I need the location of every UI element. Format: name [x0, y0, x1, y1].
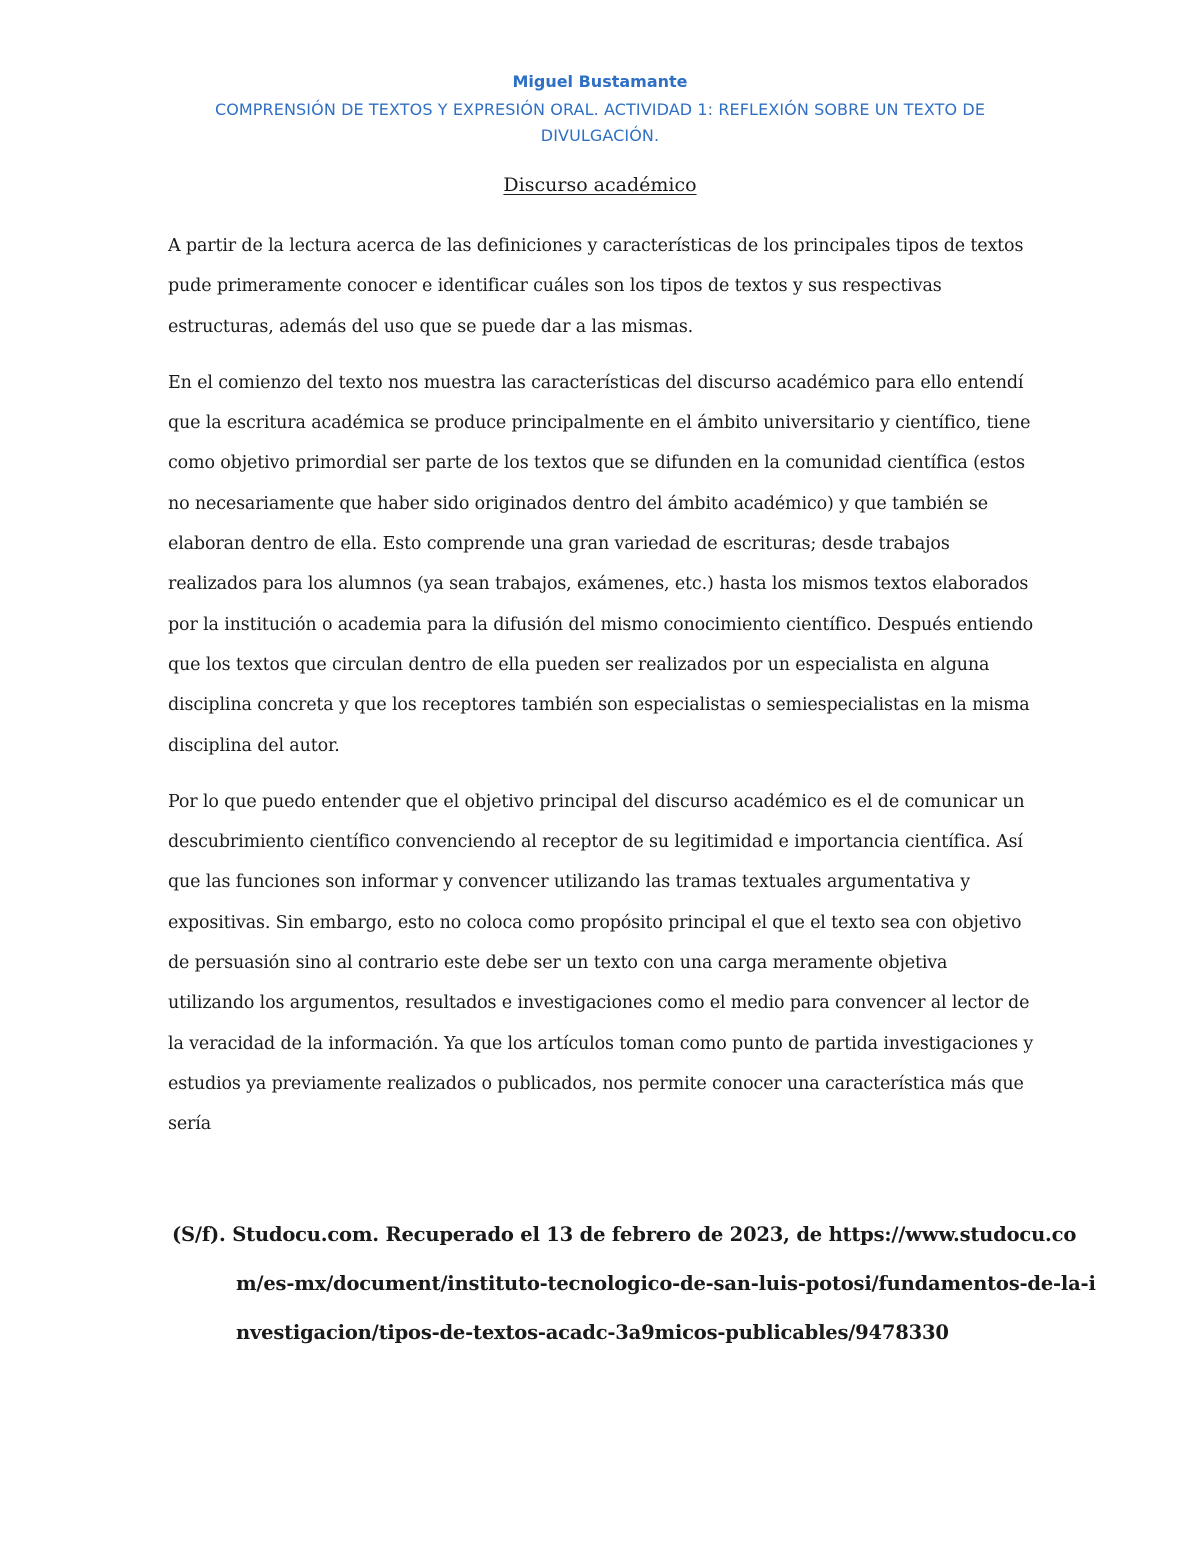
reference-url[interactable]: https://www.studocu.com/es-mx/document/instituto-tecnologico-de-san-luis-potosi/fundamentos-de-la-investigacion/tipos-de-textos-acadc-3a9micos-publicables/9478330 — [236, 1223, 1096, 1344]
reference-entry — [172, 1210, 1096, 1357]
reference-citation: (S/f). Studocu.com. Recuperado el 13 de febrero de 2023, de — [172, 1223, 822, 1246]
document-title: Discurso académico — [503, 174, 697, 196]
author-name: Miguel Bustamante — [512, 72, 688, 91]
activity-subtitle: COMPRENSIÓN DE TEXTOS Y EXPRESIÓN ORAL. ACTIVIDAD 1: REFLEXIÓN SOBRE UN TEXTO DE DIVULGACIÓN. — [214, 100, 986, 145]
paragraph-1: A partir de la lectura acerca de las definiciones y características de los principales tipos de textos pude primeramente conocer e identificar cuáles son los tipos de textos y sus respectivas estructuras, además del uso que se puede dar a las mismas. — [168, 236, 1024, 337]
body-text — [168, 226, 1034, 1161]
paragraph-2: En el comienzo del texto nos muestra las características del discurso académico para ello entendí que la escritura académica se produce principalmente en el ámbito universitario y científico, tiene como objetivo primordial ser parte de los textos que se difunden en la comunidad científica (estos no necesariamente que haber sido originados dentro del ámbito académico) y que también se elaboran dentro de ella. Esto comprende una gran variedad de escrituras; desde trabajos realizados para los alumnos (ya sean trabajos, exámenes, etc.) hasta los mismos textos elaborados por la institución o academia para la difusión del mismo conocimiento científico. Después entiendo que los textos que circulan dentro de ella pueden ser realizados por un especialista en alguna disciplina concreta y que los receptores también son especialistas o semiespecialistas en la misma disciplina del autor. — [168, 372, 1034, 756]
paragraph-3: Por lo que puedo entender que el objetivo principal del discurso académico es el de comunicar un descubrimiento científico convenciendo al receptor de su legitimidad e importancia científica. Así que las funciones son informar y convencer utilizando las tramas textuales argumentativa y expositivas. Sin embargo, esto no coloca como propósito principal el que el texto sea con objetivo de persuasión sino al contrario este debe ser un texto con una carga meramente objetiva utilizando los argumentos, resultados e investigaciones como el medio para convencer al lector de la veracidad de la información. Ya que los artículos toman como punto de partida investigaciones y estudios ya previamente realizados o publicados, nos permite conocer una característica más que sería — [168, 791, 1034, 1135]
